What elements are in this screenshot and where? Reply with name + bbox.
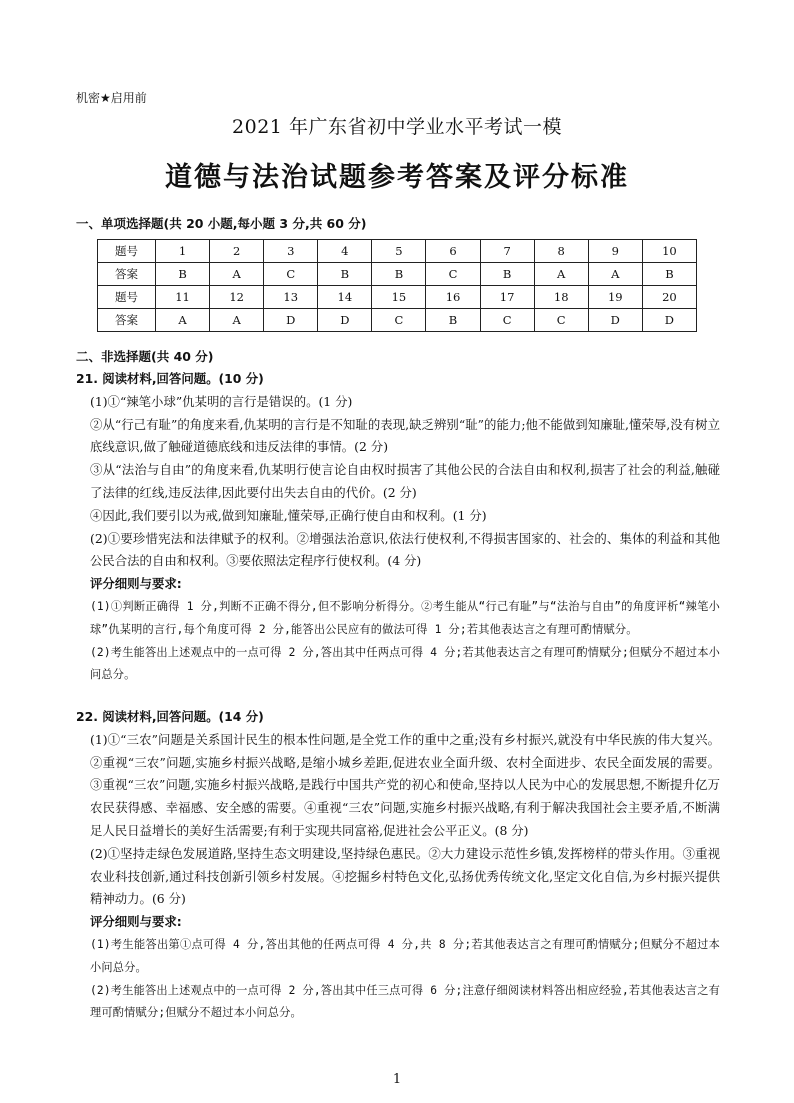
table-cell: C [372,309,426,332]
table-cell: D [642,309,696,332]
table-row [98,240,697,263]
table-cell: 2 [210,240,264,263]
table-row-label: 答案 [98,263,156,286]
q21-answer-1: (1)①“辣笔小球”仇某明的言行是错误的。(1 分) [90,393,353,409]
table-cell: B [156,263,210,286]
q21-criteria-title: 评分细则与要求: [90,576,182,592]
q21-heading: 21. 阅读材料,回答问题。(10 分) [76,371,264,386]
table-cell: A [210,263,264,286]
table-cell: 20 [642,286,696,309]
q22-answer-1: (1)①“三农”问题是关系国计民生的根本性问题,是全党工作的重中之重;没有乡村振兴,就没有中华民族的伟大复兴。②重视“三农”问题,实施乡村振兴战略,是缩小城乡差距,促进农业全面升级、农村全面进步、农民全面发展的需要。③重视“三农”问题,实施乡村振兴战略,是践行中国共产党的初心和使命,坚持以人民为中心的发展思想,不断提升亿万农民获得感、幸福感、安全感的需要。④重视“三农”问题,实施乡村振兴战略,有利于解决我国社会主要矛盾,不断满足人民日益增长的美好生活需要;有利于实现共同富裕,促进社会公平正义。(8 分) [90,731,720,838]
q22-criteria-1: (1)考生能答出第①点可得 4 分,答出其他的任两点可得 4 分,共 8 分;若其他表达言之有理可酌情赋分;但赋分不超过本小问总分。 [90,937,720,974]
table-cell: 12 [210,286,264,309]
table-cell: 4 [318,240,372,263]
table-cell: C [426,263,480,286]
table-cell: B [318,263,372,286]
q21-answer-4: ④因此,我们要引以为戒,做到知廉耻,懂荣辱,正确行使自由和权利。(1 分) [90,507,487,523]
table-row [98,263,697,286]
table-cell: 3 [264,240,318,263]
table-cell: 1 [156,240,210,263]
q22-criteria-2: (2)考生能答出上述观点中的一点可得 2 分,答出其中任三点可得 6 分;注意仔细阅读材料答出相应经验,若其他表达言之有理可酌情赋分;但赋分不超过本小问总分。 [90,983,720,1020]
section2-heading: 二、非选择题(共 40 分) [76,349,214,364]
subject-title: 道德与法治试题参考答案及评分标准 [165,162,629,193]
q22-criteria-title: 评分细则与要求: [90,914,182,930]
table-cell: 11 [156,286,210,309]
table-cell: A [156,309,210,332]
q21-answer-3: ③从“法治与自由”的角度来看,仇某明行使言论自由权时损害了其他公民的合法自由和权利,损害了社会的利益,触碰了法律的红线,违反法律,因此要付出失去自由的代价。(2 分) [90,462,720,500]
table-cell: 7 [480,240,534,263]
table-cell: C [264,263,318,286]
table-row [98,286,697,309]
table-cell: 15 [372,286,426,309]
answer-table [97,239,697,332]
table-cell: 5 [372,240,426,263]
q21-answer-5: (2)①要珍惜宪法和法律赋予的权利。②增强法治意识,依法行使权利,不得损害国家的、社会的、集体的利益和其他公民合法的自由和权利。③要依照法定程序行使权利。(4 分) [90,530,720,569]
table-cell: C [480,309,534,332]
table-cell: 14 [318,286,372,309]
table-cell: C [534,309,588,332]
table-cell: 9 [588,240,642,263]
question-22 [76,706,720,1025]
confidential-label: 机密★启用前 [76,91,147,105]
question-21 [76,368,720,687]
table-cell: 17 [480,286,534,309]
section1-heading: 一、单项选择题(共 20 小题,每小题 3 分,共 60 分) [76,216,367,231]
table-row-label: 题号 [98,240,156,263]
table-cell: D [318,309,372,332]
table-cell: 8 [534,240,588,263]
q21-answer-2: ②从“行己有耻”的角度来看,仇某明的言行是不知耻的表现,缺乏辨别“耻”的能力;他不能做到知廉耻,懂荣辱,没有树立底线意识,做了触碰道德底线和违反法律的事情。(2 分) [90,416,720,455]
table-row [98,309,697,332]
q22-heading: 22. 阅读材料,回答问题。(14 分) [76,709,264,724]
q21-criteria-1: (1)①判断正确得 1 分,判断不正确不得分,但不影响分析得分。②考生能从“行己有耻”与“法治与自由”的角度评析“辣笔小球”仇某明的言行,每个角度可得 2 分,能答出公民应有的做法可得 1 分;若其他表达言之有理可酌情赋分。 [90,599,720,636]
table-cell: 18 [534,286,588,309]
table-cell: 13 [264,286,318,309]
table-cell: 16 [426,286,480,309]
table-cell: B [642,263,696,286]
table-row-label: 题号 [98,286,156,309]
table-cell: 10 [642,240,696,263]
table-cell: B [372,263,426,286]
table-cell: B [426,309,480,332]
table-cell: 19 [588,286,642,309]
exam-title: 2021 年广东省初中学业水平考试一模 [232,116,562,138]
table-cell: D [264,309,318,332]
page-number: 1 [392,1072,402,1087]
table-cell: A [210,309,264,332]
table-cell: B [480,263,534,286]
table-cell: 6 [426,240,480,263]
table-cell: A [588,263,642,286]
table-row-label: 答案 [98,309,156,332]
q21-criteria-2: (2)考生能答出上述观点中的一点可得 2 分,答出其中任两点可得 4 分;若其他表达言之有理可酌情赋分;但赋分不超过本小问总分。 [90,645,720,682]
table-cell: D [588,309,642,332]
table-cell: A [534,263,588,286]
q22-answer-2: (2)①坚持走绿色发展道路,坚持生态文明建设,坚持绿色惠民。②大力建设示范性乡镇,发挥榜样的带头作用。③重视农业科技创新,通过科技创新引领乡村发展。④挖掘乡村特色文化,弘扬优秀传统文化,坚定文化自信,为乡村振兴提供精神动力。(6 分) [90,845,720,907]
